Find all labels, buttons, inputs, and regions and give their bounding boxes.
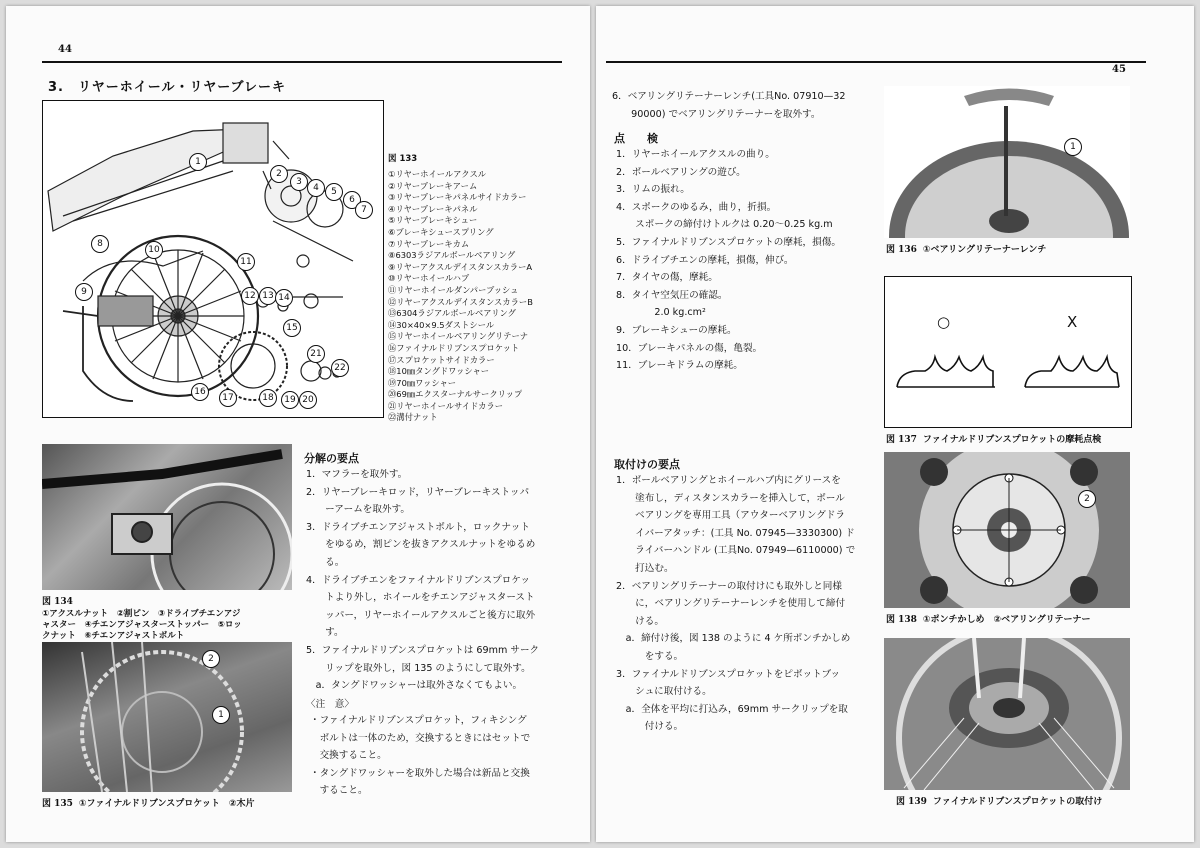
text-line: 90000) でベアリングリテーナーを取外す。 [612,108,821,120]
text-line: ストボルト [141,631,185,641]
inspection-heading: 点 検 [614,132,658,145]
reject-mark: X [1067,313,1078,331]
text-line: ⑥ブレーキシュースプリング [388,226,494,237]
text-line: ①リヤーホイールアクスル [388,169,487,179]
text-line: ⑳69㎜エクスターナルサークリップ [388,389,523,400]
fig137-text: ファイナルドリブンスプロケットの摩耗点検 [922,435,1102,445]
text-line: 交換すること。 [310,750,387,762]
text-line: 2．リヤーブレーキロッド，リヤーブレーキストッパ [306,486,530,498]
callout-12: 12 [241,287,259,305]
text-line: スポークの締付けトルクは 0.20～0.25 kg.m [616,219,833,231]
text-line: リップを取外し，図 135 のようにして取外す。 [306,662,531,674]
text-line: イバーアタッチ：(工具 No. 07945—3330300) ド [616,527,855,539]
disassembly-list [306,466,539,695]
text-line: ける。 [616,615,664,627]
header-rule [606,61,1146,63]
disassembly-heading: 分解の要点 [304,452,359,465]
fig134-photo [42,444,292,590]
callout-7: 7 [355,201,373,219]
text-line: ボルトは一体のため，交換するときにはセットで [310,732,531,744]
fig138-drawing [884,452,1130,608]
text-line: 付ける。 [616,721,684,733]
fig135-number: 図 135 [42,799,73,809]
fig139-text: ファイナルドリブンスプロケットの取付け [932,797,1103,807]
text-line: ⑤リヤーブレーキシュー [388,215,478,226]
text-line: ⑦リヤーブレーキカム [388,238,470,249]
text-line: る。 [306,556,345,568]
inspection-list [616,146,841,375]
text-line: ⑨リヤーアクスルデイスタンスカラーA [388,261,533,272]
fig137-caption [886,434,1101,447]
caution-list [310,712,530,800]
fig135-caption [42,798,254,811]
text-line: をする。 [616,650,684,662]
callout-16: 16 [191,383,209,401]
text-line: すること。 [310,785,368,797]
text-line: ⑧6303ラジアルボールベアリング [388,250,516,261]
fig138-callout-2: 2 [1078,490,1096,508]
step6-text [612,88,845,123]
callout-21: 21 [307,345,325,363]
text-line: 10．ブレーキパネルの傷，亀裂。 [616,342,763,354]
text-line: 1．リヤーホイールアクスルの曲り。 [616,149,775,160]
text-line: をゆるめ，割ピンを抜きアクスルナットをゆるめ [306,539,536,551]
text-line: 4．ドライブチエンをファイナルドリブンスプロケッ [306,574,530,586]
callout-15: 15 [283,319,301,337]
fig133-legend [388,169,533,424]
text-line: 5．ファイナルドリブンスプロケットの摩耗，損傷。 [616,236,841,248]
callout-14: 14 [275,289,293,307]
tooth-profiles [885,277,1131,427]
text-line: エンアジャスター ④チエンアジャスタース [42,609,241,630]
text-line: ⑲70㎜ワッシャー [388,377,457,388]
text-line: ベアリングを専用工具（アウターベアリングドラ [616,510,846,522]
text-line: ㉒溝付ナット [388,412,438,423]
callout-11: 11 [237,253,255,271]
text-line: 6．ベアリングリテーナーレンチ(工具No. 07910—32 [612,91,846,102]
text-line: 7．タイヤの傷，摩耗。 [616,272,718,284]
text-line: 11．ブレーキドラムの摩耗。 [616,360,743,372]
callout-8: 8 [91,235,109,253]
text-line: ②リヤーブレーキアーム [388,180,478,191]
fig135-callout-2: 2 [202,650,220,668]
fig139-drawing [884,638,1130,790]
header-rule [42,61,562,63]
text-line: 2.0 kg.cm² [616,307,706,319]
text-line: 8．タイヤ空気圧の確認。 [616,289,728,301]
text-line: 3．ファイナルドリブンスプロケットをピボットブッ [616,668,840,680]
page-number: 44 [58,44,72,55]
text-line: 3．ドライブチエンアジャストボルト，ロックナット [306,521,530,533]
section-title: 3. リヤーホイール・リヤーブレーキ [48,80,287,95]
fig134-number: 図 134 [42,597,73,607]
text-line: 6．ドライブチエンの摩耗，損傷，伸び。 [616,254,794,266]
fig139-photo [884,638,1130,790]
fig134-drawing [42,444,292,590]
caution-heading: 〈注 意〉 [306,699,354,710]
fig139-number: 図 139 [896,797,927,807]
fig134-caption [42,596,282,643]
text-line: ①アクスルナット ②割ピン ③ドライブチ [42,609,207,619]
callout-1: 1 [189,153,207,171]
fig133-label: 図 133 [388,154,418,164]
text-line: a．タングドワッシャーは取外さなくてもよい。 [306,680,523,692]
text-line: ⑯ファイナルドリブンスプロケット [388,342,520,353]
fig138-text: ①ポンチかしめ ②ベアリングリテーナー [922,615,1091,625]
text-line: 4．スポークのゆるみ，曲り，折損。 [616,201,777,213]
callout-5: 5 [325,183,343,201]
fig139-caption [896,796,1102,809]
fig136-number: 図 136 [886,245,917,255]
fig135-drawing [42,642,292,792]
text-line: シュに取付ける。 [616,686,712,698]
text-line: 打込む。 [616,562,674,574]
callout-20: 20 [299,391,317,409]
callout-13: 13 [259,287,277,305]
fig135-callout-1: 1 [212,706,230,724]
text-line: ③リヤーブレーキパネルサイドカラー [388,192,527,203]
fig136-callout-1: 1 [1064,138,1082,156]
text-line: ⑩リヤーホイールハブ [388,273,470,284]
text-line: ・タングドワッシャーを取外した場合は新品と交換 [310,767,530,779]
text-line: 1．マフラーを取外す。 [306,469,408,480]
callout-6: 6 [343,191,361,209]
text-line: a．全体を平均に打込み，69mm サークリップを取 [616,703,848,715]
callout-17: 17 [219,389,237,407]
fig138-photo [884,452,1130,608]
callout-3: 3 [290,173,308,191]
callout-2: 2 [270,165,288,183]
text-line: ㉑リヤーホイールサイドカラー [388,400,503,411]
text-line: 1．ボールベアリングとホイールハブ内にグリースを [616,475,841,486]
fig138-caption [886,614,1090,627]
fig136-text: ①ベアリングリテーナーレンチ [922,245,1047,255]
callout-10: 10 [145,241,163,259]
text-line: ⑰スプロケットサイドカラー [388,354,495,365]
text-line: ④リヤーブレーキパネル [388,203,478,214]
left-page [6,6,590,842]
text-line: ⑬6304ラジアルボールベアリング [388,308,516,319]
fig136-drawing [884,86,1130,238]
text-line: 3．リムの振れ。 [616,184,690,196]
acceptable-mark: ○ [937,313,951,331]
text-line: ッパー，リヤーホイールアクスルごと後方に取外 [306,609,536,621]
fig134-text [42,609,242,642]
page-number: 45 [1112,64,1126,75]
fig136-photo [884,86,1130,238]
text-line: 9．ブレーキシューの摩耗。 [616,324,737,336]
text-line: 2．ベアリングリテーナーの取付けにも取外しと同様 [616,580,842,592]
text-line: トッパー ⑤ロックナット ⑥チエンアジャ [42,620,242,641]
callout-18: 18 [259,389,277,407]
text-line: a．締付け後，図 138 のように 4 ケ所ポンチかしめ [616,633,851,645]
text-line: に，ベアリングリテーナーレンチを使用して締付 [616,598,846,610]
callout-4: 4 [307,179,325,197]
text-line: ⑭30×40×9.5ダストシール [388,319,495,330]
text-line: 2．ボールベアリングの遊び。 [616,166,746,178]
text-line: ⑮リヤーホイールベアリングリテーナ [388,331,529,342]
callout-9: 9 [75,283,93,301]
text-line: ⑫リヤーアクスルデイスタンスカラーB [388,296,533,307]
text-line: ライバーハンドル (工具No. 07949—6110000) で [616,545,856,557]
fig135-text: ①ファイナルドリブンスプロケット ②木片 [78,799,255,809]
callout-19: 19 [281,391,299,409]
text-line: ⑱10㎜タングドワッシャー [388,366,490,377]
sprocket-wear-diagram [884,276,1132,428]
exploded-view-diagram [42,100,384,418]
installation-heading: 取付けの要点 [614,458,680,471]
fig137-number: 図 137 [886,435,917,445]
text-line: ーアームを取外す。 [306,504,410,516]
text-line: す。 [306,627,344,639]
installation-list [616,472,855,736]
callout-22: 22 [331,359,349,377]
fig135-photo [42,642,292,792]
text-line: 5．ファイナルドリブンスプロケットは 69mm サーク [306,644,540,656]
text-line: ⑪リヤーホイールダンパーブッシュ [388,284,519,295]
text-line: トより外し，ホイールをチエンアジャスタースト [306,592,535,604]
text-line: 塗布し，ディスタンスカラーを挿入して，ボール [616,492,845,504]
fig138-number: 図 138 [886,615,917,625]
text-line: ・ファイナルドリブンスプロケット，フィキシング [310,715,527,726]
right-page [596,6,1194,842]
fig136-caption [886,244,1046,257]
